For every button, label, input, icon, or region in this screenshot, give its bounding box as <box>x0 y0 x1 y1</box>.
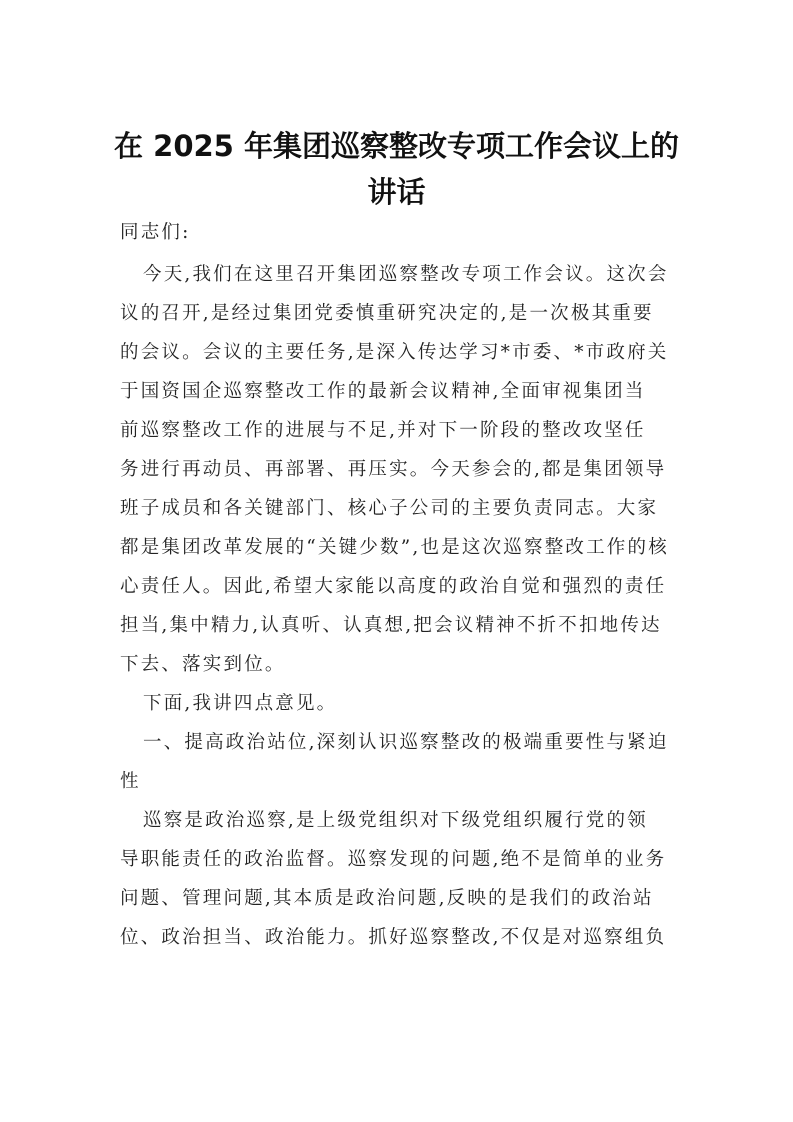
body-line: 今天,我们在这里召开集团巡察整改专项工作会议。这次会 <box>143 264 669 285</box>
body-line: 下去、落实到位。 <box>120 654 286 675</box>
body-line: 下面,我讲四点意见。 <box>143 693 338 714</box>
body-line: 位、政治担当、政治能力。抓好巡察整改,不仅是对巡察组负 <box>120 927 667 948</box>
body-line: 担当,集中精力,认真听、认真想,把会议精神不折不扣地传达 <box>120 615 662 636</box>
document-title-line-1: 在 2025 年集团巡察整改专项工作会议上的 <box>114 129 679 163</box>
section-heading-line: 性 <box>120 771 141 792</box>
body-line: 于国资国企巡察整改工作的最新会议精神,全面审视集团当 <box>120 381 646 402</box>
body-line: 务进行再动员、再部署、再压实。今天参会的,都是集团领导 <box>120 459 667 480</box>
body-line: 问题、管理问题,其本质是政治问题,反映的是我们的政治站 <box>120 888 654 909</box>
body-line: 议的召开,是经过集团党委慎重研究决定的,是一次极其重要 <box>120 303 654 324</box>
section-heading-line: 一、提高政治站位,深刻认识巡察整改的极端重要性与紧迫 <box>143 732 669 753</box>
body-line: 的会议。会议的主要任务,是深入传达学习*市委、*市政府关 <box>120 342 669 363</box>
salutation: 同志们: <box>120 222 191 243</box>
body-line: 都是集团改革发展的“关键少数”,也是这次巡察整改工作的核 <box>120 537 669 558</box>
document-title-line-2: 讲话 <box>367 175 426 209</box>
body-line: 前巡察整改工作的进展与不足,并对下一阶段的整改攻坚任 <box>120 420 646 441</box>
body-line: 班子成员和各关键部门、核心子公司的主要负责同志。大家 <box>120 498 659 519</box>
body-line: 巡察是政治巡察,是上级党组织对下级党组织履行党的领 <box>143 810 648 831</box>
body-line: 导职能责任的政治监督。巡察发现的问题,绝不是简单的业务 <box>120 849 667 870</box>
body-line: 心责任人。因此,希望大家能以高度的政治自觉和强烈的责任 <box>120 576 667 597</box>
